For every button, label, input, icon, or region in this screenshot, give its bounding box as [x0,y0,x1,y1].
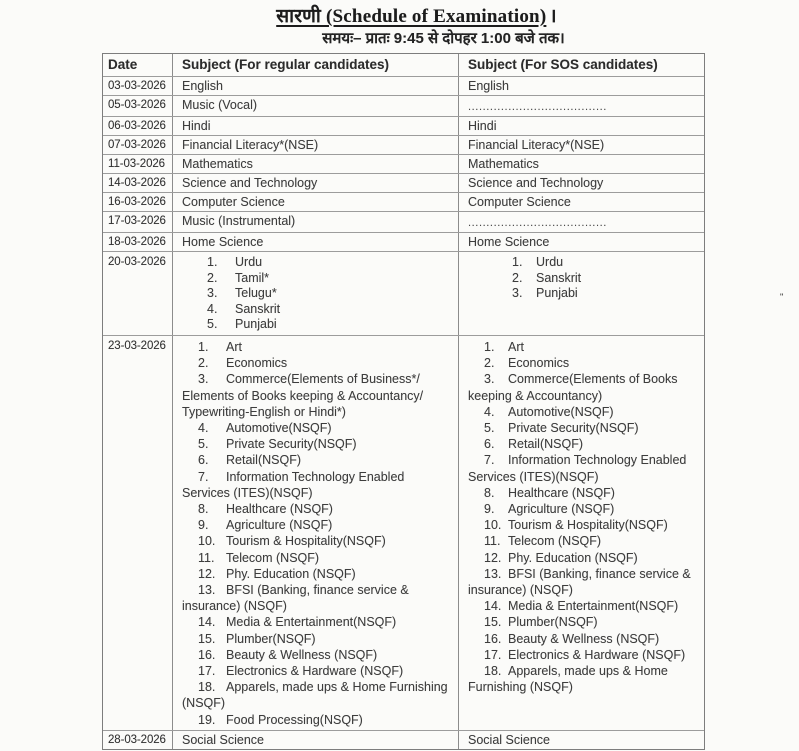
sos-subject-cell: Science and Technology [468,176,604,190]
subject-list-item: 16. Beauty & Wellness (NSQF) [198,647,378,662]
subject-list-item: 10. Tourism & Hospitality(NSQF) [484,518,668,533]
sos-subject-cell: Home Science [468,235,550,249]
subject-list-item: 9. Agriculture (NSQF) [198,518,333,533]
list-item-number: 2. [484,356,495,371]
header-subject-regular: Subject (For regular candidates) [173,54,459,76]
sos-subject-cell: English [468,79,509,93]
list-item-number: 17. [198,664,216,679]
scan-speck-artifact: " [780,292,784,302]
table-row [103,76,704,95]
list-item-number: 1. [484,339,495,354]
subject-list-item: 4. Automotive(NSQF) [484,404,614,419]
list-item-number: 13. [484,566,502,581]
list-item-number: 18. [198,680,216,695]
document-title-text: सारणी (Schedule of Examination) [276,6,547,27]
list-item-number: 11. [198,550,215,565]
regular-subject-cell: Computer Science [173,193,459,211]
list-item-number: 5. [198,437,209,452]
list-item-number: 3. [512,286,523,301]
table-row [103,116,704,135]
list-item-number: 2. [512,270,523,285]
sos-subject-cell: Mathematics [468,157,539,171]
subject-list-item: 18. Apparels, made ups & Home Furnishing (NSQF) [468,664,668,695]
subject-list-item: 11. Telecom (NSQF) [198,550,320,565]
table-row [103,95,704,116]
table-row [103,192,704,211]
subject-list-item: 15. Plumber(NSQF) [484,615,598,630]
subject-list-item: 4. Sanskrit [207,301,281,316]
subject-list-item: 9. Agriculture (NSQF) [484,502,615,516]
subject-list-item: 5. Punjabi [207,317,277,332]
sos-subject-cell: Financial Literacy*(NSE) [468,138,605,152]
date-cell: 23-03-2026 [103,336,173,730]
subject-list-item: 3. Commerce(Elements of Business*/ Elements of Books keeping & Accountancy/ Typewriting-English or Hindi*) [182,372,424,419]
subject-list-item: 13. BFSI (Banking, finance service & insurance) (NSQF) [468,566,691,598]
regular-subject-cell [173,252,459,335]
list-item-number: 18. [484,664,502,679]
date-cell: 18-03-2026 [103,233,173,251]
subject-list-item: 13. BFSI (Banking, finance service & insurance) (NSQF) [182,583,409,614]
list-item-number: 1. [512,255,523,269]
list-item-number: 12. [484,550,502,565]
subject-list-item: 5. Private Security(NSQF) [484,420,639,435]
exam-time-subtitle: समयः– प्रातः 9:45 से दोपहर 1:00 बजे तक। [322,30,565,47]
subject-list-item: 8. Healthcare (NSQF) [484,485,615,500]
list-item-number: 5. [207,317,218,332]
subject-list-item: 3. Punjabi [512,286,578,301]
subject-list-item: 2. Economics [198,356,288,371]
subject-list-item: 1. Art [198,339,242,354]
subject-list-item: 1. Urdu [512,255,564,269]
list-item-number: 4. [484,404,495,419]
list-item-number: 15. [484,615,502,630]
subject-list-item: 3. Commerce(Elements of Books keeping & Accountancy) [468,372,678,403]
date-cell: 28-03-2026 [103,731,173,749]
regular-subject-cell: Mathematics [173,155,459,173]
subject-list-item: 3. Telugu* [207,286,277,301]
sos-subject-cell: ...................................... [468,217,607,229]
table-row [103,173,704,192]
regular-subject-cell: Home Science [173,233,459,251]
examination-schedule-table [102,53,705,750]
regular-subject-cell: Music (Vocal) [173,96,459,116]
regular-subject-cell [173,336,459,730]
subject-list-item: 2. Sanskrit [512,270,582,285]
schedule-table-body [103,76,704,749]
sos-subject-cell [459,252,704,335]
subject-list-item: 1. Art [484,339,524,354]
subject-list-item: 17. Electronics & Hardware (NSQF) [198,664,404,679]
subject-list-item: 4. Automotive(NSQF) [198,420,332,435]
subject-list-item: 6. Retail(NSQF) [198,453,302,468]
subject-list-item: 19. Food Processing(NSQF) [198,712,363,727]
list-item-number: 8. [484,485,495,500]
list-item-number: 16. [198,647,216,662]
subject-list-item: 12. Phy. Education (NSQF) [198,566,356,581]
date-cell: 14-03-2026 [103,174,173,192]
table-row [103,730,704,749]
subject-list-item: 2. Economics [484,356,570,371]
list-item-number: 9. [198,518,209,533]
date-cell: 16-03-2026 [103,193,173,211]
subject-list-item: 1. Urdu [207,255,263,269]
date-cell: 07-03-2026 [103,136,173,154]
list-item-number: 3. [484,372,495,387]
subject-list-item: 18. Apparels, made ups & Home Furnishing (NSQF) [182,680,448,711]
list-item-number: 8. [198,502,209,516]
table-row [103,135,704,154]
list-item-number: 4. [198,420,209,435]
table-row [103,335,704,730]
table-row [103,154,704,173]
subject-list-item: 10. Tourism & Hospitality(NSQF) [198,534,386,549]
subject-list-item: 5. Private Security(NSQF) [198,437,357,452]
sos-subject-cell: ...................................... [468,101,607,113]
table-row [103,211,704,232]
regular-subject-cell: Financial Literacy*(NSE) [173,136,459,154]
list-item-number: 3. [198,372,209,387]
date-cell: 20-03-2026 [103,252,173,335]
table-row [103,251,704,335]
regular-subject-cell: Social Science [173,731,459,749]
list-item-number: 9. [484,502,495,516]
subject-list-item: 2. Tamil* [207,270,270,285]
subject-list-item: 12. Phy. Education (NSQF) [484,550,638,565]
list-item-number: 7. [484,453,495,468]
sos-subject-cell: Computer Science [468,195,571,209]
list-item-number: 1. [198,339,209,354]
subject-list-item: 14. Media & Entertainment(NSQF) [484,599,679,614]
header-date: Date [103,54,173,76]
table-header-row [103,54,704,76]
list-item-number: 2. [207,270,218,285]
sos-subject-cell: Hindi [468,119,497,133]
list-item-number: 11. [484,534,501,549]
list-item-number: 4. [207,301,218,316]
subject-list-item: 8. Healthcare (NSQF) [198,502,333,516]
subject-list-item: 15. Plumber(NSQF) [198,631,316,646]
list-item-number: 15. [198,631,216,646]
list-item-number: 12. [198,566,216,581]
header-subject-sos: Subject (For SOS candidates) [468,57,658,72]
document-title-danda: । [549,6,557,27]
regular-subject-cell: Music (Instrumental) [173,212,459,232]
subject-list-item: 14. Media & Entertainment(NSQF) [198,615,397,630]
regular-subject-cell: Hindi [173,117,459,135]
subject-list-item: 7. Information Technology Enabled Services (ITES)(NSQF) [468,453,687,484]
list-item-number: 10. [198,534,216,549]
date-cell: 17-03-2026 [103,212,173,232]
date-cell: 11-03-2026 [103,155,173,173]
sos-subject-cell: Social Science [468,732,550,747]
list-item-number: 19. [198,712,216,727]
list-item-number: 17. [484,647,502,662]
list-item-number: 7. [198,469,209,484]
subject-list-item: 7. Information Technology Enabled Services (ITES)(NSQF) [182,469,405,500]
list-item-number: 13. [198,583,216,598]
date-cell: 06-03-2026 [103,117,173,135]
subject-list-item: 6. Retail(NSQF) [484,437,584,452]
regular-subject-cell: Science and Technology [173,174,459,192]
subject-list-item: 11. Telecom (NSQF) [484,534,602,549]
list-item-number: 16. [484,631,502,646]
list-item-number: 10. [484,518,502,533]
list-item-number: 1. [207,255,218,269]
list-item-number: 14. [484,599,502,614]
list-item-number: 14. [198,615,216,630]
date-cell: 03-03-2026 [103,77,173,95]
date-cell: 05-03-2026 [103,96,173,116]
sos-subject-cell [459,336,704,730]
document-title [0,2,799,28]
list-item-number: 2. [198,356,209,371]
table-row [103,232,704,251]
list-item-number: 6. [484,437,495,452]
regular-subject-cell: English [173,77,459,95]
subject-list-item: 17. Electronics & Hardware (NSQF) [484,647,686,662]
list-item-number: 3. [207,286,218,301]
list-item-number: 5. [484,420,495,435]
subject-list-item: 16. Beauty & Wellness (NSQF) [484,631,660,646]
list-item-number: 6. [198,453,209,468]
